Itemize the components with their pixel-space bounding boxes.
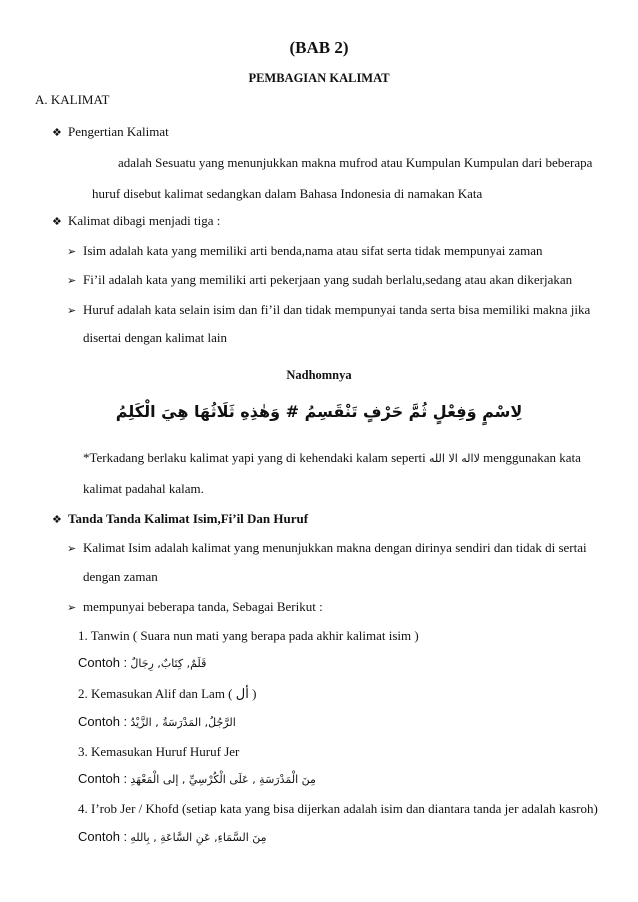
note-arabic: لااله الا الله [429, 452, 480, 465]
diamond-bullet-icon: ❖ [52, 126, 62, 139]
note-text-before: *Terkadang berlaku kalimat yapi yang di kehendaki kalam seperti [83, 450, 426, 465]
definition-line-1: adalah Sesuatu yang menunjukkan makna mufrod atau Kumpulan Kumpulan dari beberapa [118, 155, 593, 170]
sign-item: 3. Kemasukan Huruf Huruf Jer [78, 744, 240, 759]
signs-bullet-2-text: mempunyai beberapa tanda, Sebagai Berikut : [83, 599, 323, 614]
note-line-2: kalimat padahal kalam. [83, 481, 204, 496]
example-row [78, 714, 236, 731]
example-row [78, 771, 316, 788]
signs-title-row [52, 511, 308, 528]
nadhom-heading: Nadhomnya [286, 368, 352, 382]
diamond-bullet-icon: ❖ [52, 513, 62, 526]
division-item-text: Fi’il adalah kata yang memiliki arti pekerjaan yang sudah berlalu,sedang atau akan dikerjakan [83, 272, 573, 287]
page-subtitle: PEMBAGIAN KALIMAT [248, 71, 390, 85]
arrow-bullet-icon: ➢ [67, 542, 77, 555]
signs-bullet-1-continued: dengan zaman [83, 569, 158, 584]
division-item-continued: disertai dengan kalimat lain [83, 330, 228, 345]
division-item [67, 302, 590, 319]
division-item-text: Huruf adalah kata selain isim dan fi’il dan tidak mempunyai tanda serta bisa memiliki makna jika [83, 302, 591, 317]
signs-bullet-1 [67, 540, 587, 557]
signs-bullet-1-text: Kalimat Isim adalah kalimat yang menunjukkan makna dengan dirinya sendiri dan tidak di sertai [83, 540, 587, 555]
arabic-example: مِنَ السَّمَاءِ, عَنِ السَّاعَةِ , بِاللهِ [130, 831, 267, 844]
division-item [67, 272, 572, 289]
contoh-label: Contoh : [78, 771, 128, 786]
division-item-text: Isim adalah kata yang memiliki arti benda,nama atau sifat serta tidak mempunyai zaman [83, 243, 543, 258]
arrow-bullet-icon: ➢ [67, 601, 77, 614]
section-heading: A. KALIMAT [35, 92, 110, 107]
definition-line-2: huruf disebut kalimat sedangkan dalam Bahasa Indonesia di namakan Kata [92, 186, 483, 201]
division-item [67, 243, 543, 260]
arrow-bullet-icon: ➢ [67, 304, 77, 317]
page-title: (BAB 2) [289, 38, 349, 57]
arabic-example: مِنَ الْمَدْرَسَةِ , عَلَى الْكُرْسِيِّ , إلى الْمَعْهَدِ [130, 773, 316, 786]
definition-title-row [52, 124, 169, 141]
signs-title: Tanda Tanda Kalimat Isim,Fi’il Dan Huruf [68, 511, 309, 526]
signs-bullet-2 [67, 599, 323, 616]
division-title-row [52, 213, 220, 230]
example-row [78, 829, 267, 846]
diamond-bullet-icon: ❖ [52, 215, 62, 228]
note-text-after: menggunakan kata [483, 450, 581, 465]
sign-item: 2. Kemasukan Alif dan Lam ( أل ) [78, 686, 257, 701]
sign-item: 4. I’rob Jer / Khofd (setiap kata yang bisa dijerkan adalah isim dan diantara tanda jer adalah kasroh) [78, 801, 598, 816]
sign-item: 1. Tanwin ( Suara nun mati yang berapa pada akhir kalimat isim ) [78, 628, 419, 643]
arrow-bullet-icon: ➢ [67, 245, 77, 258]
contoh-label: Contoh : [78, 655, 128, 670]
note-line-1 [83, 450, 581, 467]
arrow-bullet-icon: ➢ [67, 274, 77, 287]
division-title: Kalimat dibagi menjadi tiga : [68, 213, 221, 228]
definition-title: Pengertian Kalimat [68, 124, 169, 139]
arabic-example: الرَّجُلُ, المَدْرَسَةُ , الزَّيْدُ [130, 716, 236, 729]
example-row [78, 655, 206, 672]
contoh-label: Contoh : [78, 829, 128, 844]
arabic-example: قَلَمٌ, كِتَابٌ, رِجَالٌ [130, 657, 207, 670]
contoh-label: Contoh : [78, 714, 128, 729]
nadhom-verse: لِاسْمٍ وَفِعْلٍ ثُمَّ حَرْفٍ تَنْقَسِمُ # وَهٰذِهِ ثَلَاثُهَا هِيَ الْكَلِمُ [115, 402, 523, 421]
